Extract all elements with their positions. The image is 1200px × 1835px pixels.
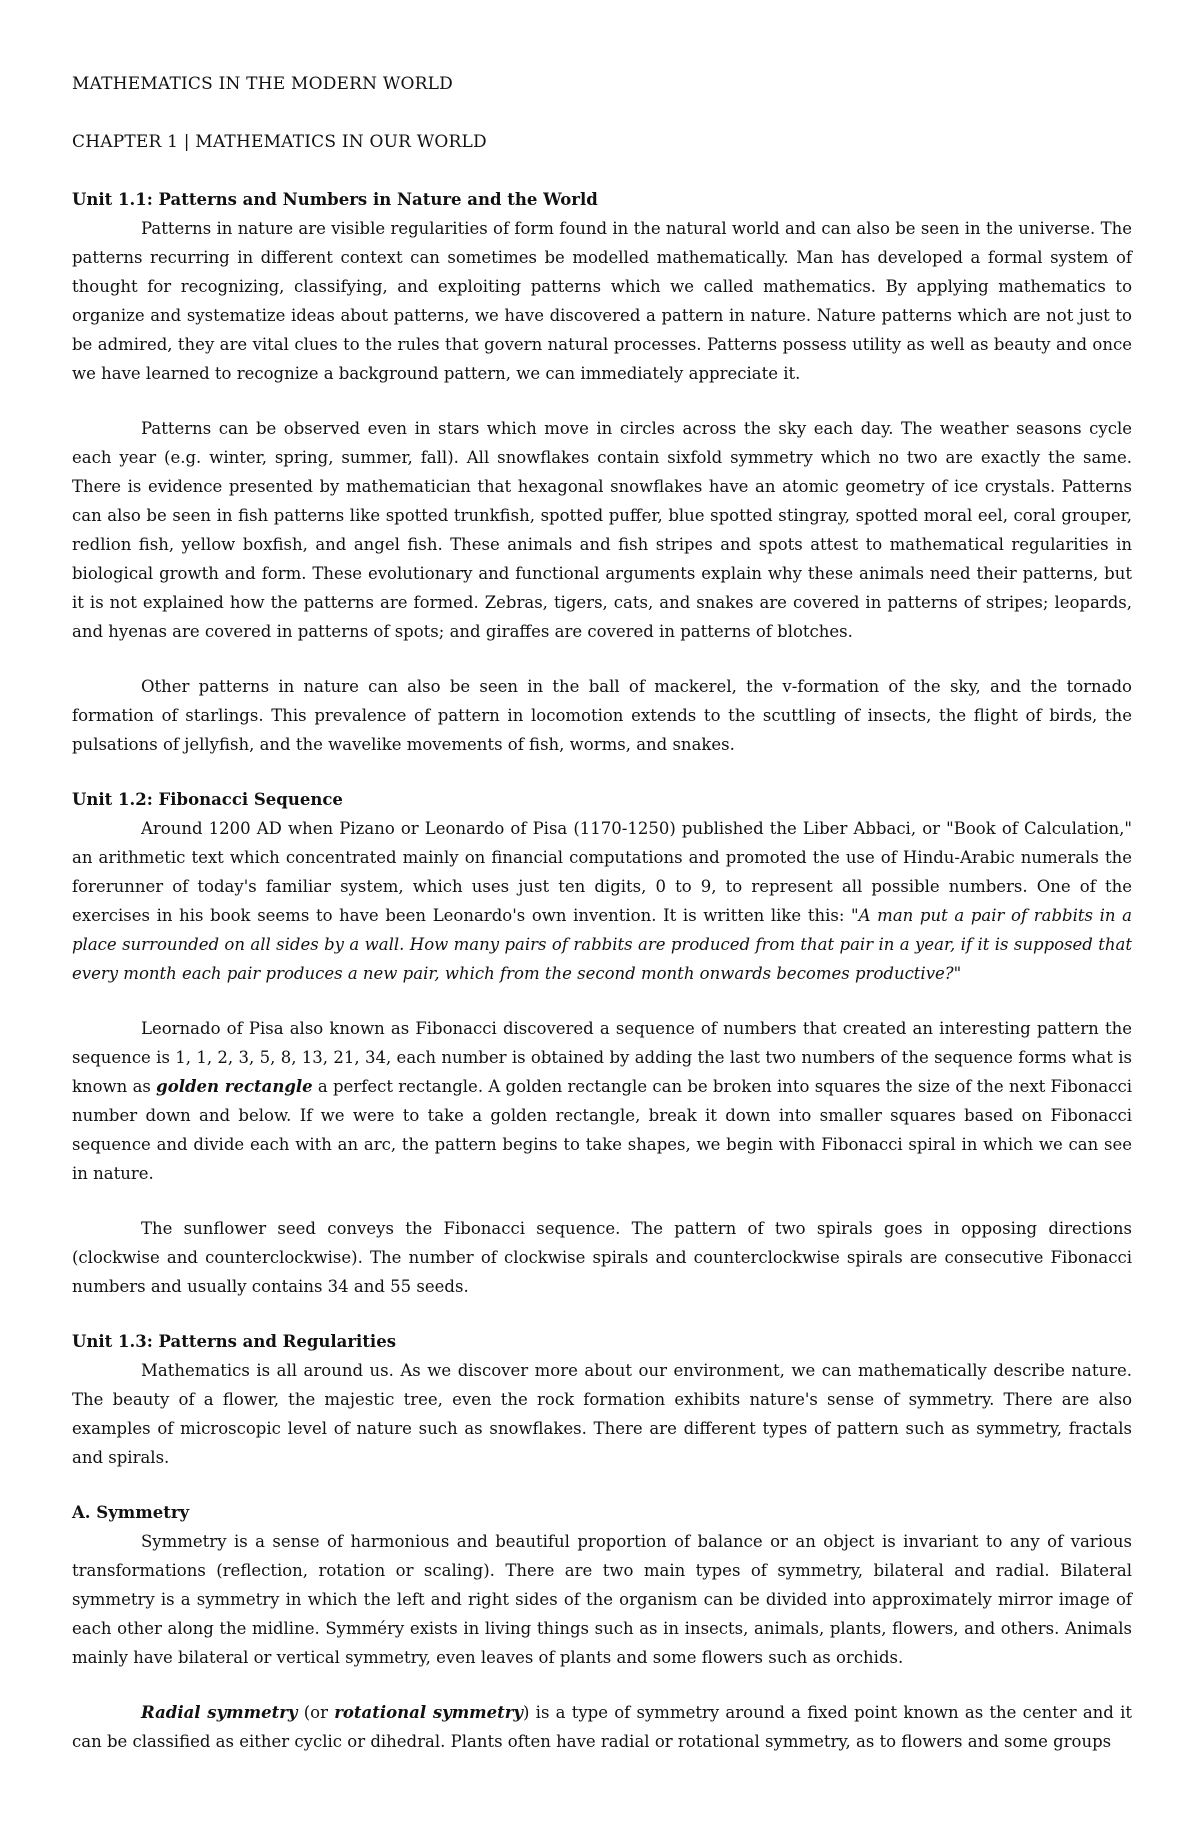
symmetry-paragraph-2-mid: (or: [297, 1703, 335, 1722]
unit-1-2-paragraph-2: [72, 1014, 1132, 1188]
unit-1-1-paragraph-1: Patterns in nature are visible regularities of form found in the natural world and can also be seen in the universe. The patterns recurring in different context can sometimes be modelled mathematically. Man has developed a formal system of thought for recognizing, classifying, and exploiting patterns which we called mathematics. By applying mathematics to organize and systematize ideas about patterns, we have discovered a pattern in nature. Nature patterns which are not just to be admired, they are vital clues to the rules that govern natural processes. Patterns possess utility as well as beauty and once we have learned to recognize a background pattern, we can immediately appreciate it.: [72, 219, 1132, 383]
unit-1-3-heading: Unit 1.3: Patterns and Regularities: [72, 1332, 396, 1351]
document-title: MATHEMATICS IN THE MODERN WORLD: [72, 74, 453, 94]
unit-1-1-paragraph-3: Other patterns in nature can also be seen in the ball of mackerel, the v-formation of the sky, and the tornado formation of starlings. This prevalence of pattern in locomotion extends to the scuttling of insects, the flight of birds, the pulsations of jellyfish, and the wavelike movements of fish, worms, and snakes.: [72, 677, 1132, 754]
unit-1-1-paragraph-2: Patterns can be observed even in stars which move in circles across the sky each day. The weather seasons cycle each year (e.g. winter, spring, summer, fall). All snowflakes contain sixfold symmetry which no two are exactly the same. There is evidence presented by mathematician that hexagonal snowflakes have an atomic geometry of ice crystals. Patterns can also be seen in fish patterns like spotted trunkfish, spotted puffer, blue spotted stingray, spotted moral eel, coral grouper, redlion fish, yellow boxfish, and angel fish. These animals and fish stripes and spots attest to mathematical regularities in biological growth and form. These evolutionary and functional arguments explain why these animals need their patterns, but it is not explained how the patterns are formed. Zebras, tigers, cats, and snakes are covered in patterns of stripes; leopards, and hyenas are covered in patterns of spots; and giraffes are covered in patterns of blotches.: [72, 419, 1132, 641]
rabbit-problem-quote: "A man put a pair of rabbits in a place surrounded on all sides by a wall. How many pairs of rabbits are produced from that pair in a year, if it is supposed that every month each pair produces a new pair, which from the second month onwards becomes productive?": [72, 906, 1132, 983]
unit-1-3-paragraph-1: Mathematics is all around us. As we discover more about our environment, we can mathematically describe nature. The beauty of a flower, the majestic tree, even the rock formation exhibits nature's sense of symmetry. There are also examples of microscopic level of nature such as snowflakes. There are different types of pattern such as symmetry, fractals and spirals.: [72, 1361, 1132, 1467]
unit-1-2-paragraph-3: The sunflower seed conveys the Fibonacci sequence. The pattern of two spirals goes in opposing directions (clockwise and counterclockwise). The number of clockwise spirals and counterclockwise spirals are consecutive Fibonacci numbers and usually contains 34 and 55 seeds.: [72, 1219, 1132, 1296]
golden-rectangle-term: golden rectangle: [156, 1077, 313, 1096]
unit-1-2-paragraph-1-text: Around 1200 AD when Pizano or Leonardo of Pisa (1170-1250) published the Liber Abbaci, or "Book of Calculation," an arithmetic text which concentrated mainly on financial computations and promoted the use of Hindu-Arabic numerals the forerunner of today's familiar system, which uses just ten digits, 0 to 9, to represent all possible numbers. One of the exercises in his book seems to have been Leonardo's own invention. It is written like this:: [72, 819, 1132, 925]
radial-symmetry-term: Radial symmetry: [141, 1703, 298, 1722]
unit-1-2-paragraph-1: [72, 814, 1132, 988]
rotational-symmetry-term: rotational symmetry: [334, 1703, 524, 1722]
symmetry-paragraph-1: Symmetry is a sense of harmonious and beautiful proportion of balance or an object is invariant to any of various transformations (reflection, rotation or scaling). There are two main types of symmetry, bilateral and radial. Bilateral symmetry is a symmetry in which the left and right sides of the organism can be divided into approximately mirror image of each other along the midline. Symméry exists in living things such as in insects, animals, plants, flowers, and others. Animals mainly have bilateral or vertical symmetry, even leaves of plants and some flowers such as orchids.: [72, 1532, 1132, 1667]
unit-1-2-paragraph-2-before: Leornado of Pisa also known as Fibonacci discovered a sequence of numbers that created an interesting pattern the sequence is 1, 1, 2, 3, 5, 8, 13, 21, 34, each number is obtained by adding the last two numbers of the sequence forms what is known as: [72, 1019, 1132, 1096]
symmetry-heading: A. Symmetry: [72, 1503, 190, 1522]
chapter-heading: CHAPTER 1 | MATHEMATICS IN OUR WORLD: [72, 132, 487, 152]
symmetry-paragraph-2: [72, 1698, 1132, 1756]
symmetry-paragraph-2-after: ) is a type of symmetry around a fixed point known as the center and it can be classified as either cyclic or dihedral. Plants often have radial or rotational symmetry, as to flowers and some groups: [72, 1703, 1132, 1751]
unit-1-1-heading: Unit 1.1: Patterns and Numbers in Nature and the World: [72, 190, 598, 209]
unit-1-2-heading: Unit 1.2: Fibonacci Sequence: [72, 790, 343, 809]
unit-1-2-paragraph-2-after: a perfect rectangle. A golden rectangle can be broken into squares the size of the next Fibonacci number down and below. If we were to take a golden rectangle, break it down into smaller squares based on Fibonacci sequence and divide each with an arc, the pattern begins to take shapes, we begin with Fibonacci spiral in which we can see in nature.: [72, 1077, 1132, 1183]
